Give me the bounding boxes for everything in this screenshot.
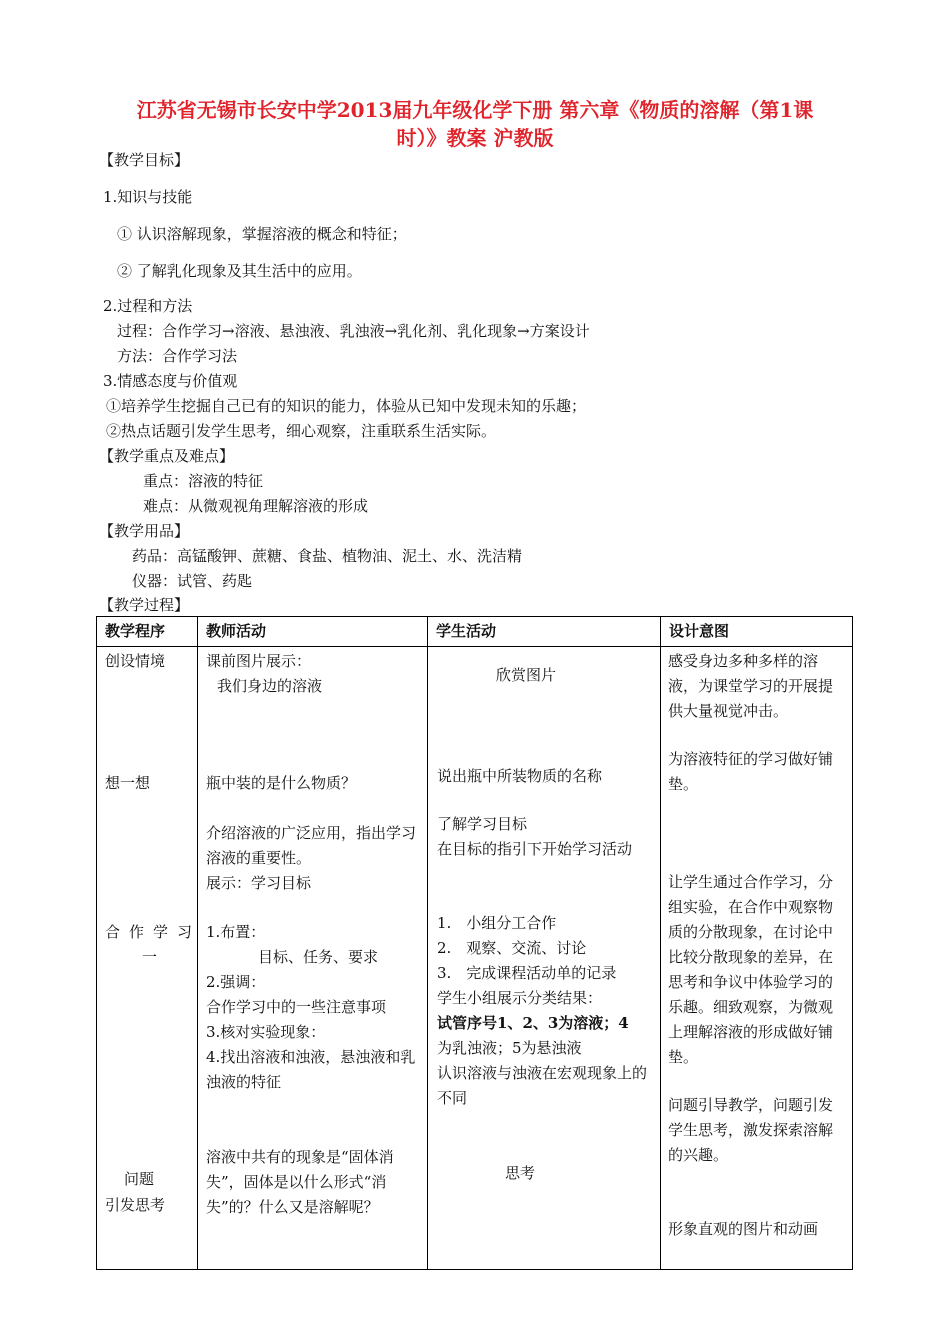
teacher-text: 介绍溶液的广泛应用，指出学习溶液的重要性。 [206, 824, 417, 867]
document-title [96, 96, 854, 152]
student-text: 试管序号1、2、3为溶液；4 [437, 1014, 629, 1032]
student-text: 说出瓶中所装物质的名称 [437, 767, 603, 785]
student-text: 为乳浊液；5为悬浊液 [437, 1039, 582, 1057]
process-section-heading: 【教学过程】 [99, 596, 190, 614]
intent-text: 为溶液特征的学习做好铺垫。 [668, 750, 834, 793]
procedure-cell [97, 647, 202, 1270]
student-text: 思考 [505, 1164, 536, 1182]
column-header-teacher: 教师活动 [198, 617, 428, 647]
method-line: 方法：合作学习法 [117, 347, 238, 365]
title-line-1: 江苏省无锡市长安中学2013届九年级化学下册 第六章《物质的溶解（第1课 [136, 98, 814, 122]
procedure-step-4-sub: 引发思考 [105, 1196, 166, 1214]
teacher-text: 课前图片展示： [206, 652, 312, 670]
student-text: 3. 完成课程活动单的记录 [437, 964, 617, 982]
teacher-text: 溶液中共有的现象是“固体消失”，固体是以什么形式“消失”的？什么又是溶解呢？ [206, 1148, 394, 1216]
design-intent-cell [661, 647, 853, 1270]
procedure-step-2: 想一想 [105, 774, 151, 792]
procedure-step-3-suffix: 一 [142, 948, 158, 966]
teacher-text: 4.找出溶液和浊液，悬浊液和乳浊液的特征 [206, 1048, 416, 1091]
emotion-item-1: ①培养学生挖掘自己已有的知识的能力，体验从已知中发现未知的乐趣； [106, 397, 587, 415]
student-text: 2. 观察、交流、讨论 [437, 939, 587, 957]
teacher-text: 1.布置： [206, 923, 266, 941]
intent-text: 感受身边多种多样的溶液，为课堂学习的开展提供大量视觉冲击。 [668, 652, 834, 720]
title-line-2: 时）》教案 沪教版 [396, 126, 554, 150]
intent-text: 让学生通过合作学习，分组实验，在合作中观察物质的分散现象，在讨论中比较分散现象的差异，在思考和争议中体验学习的乐趣。细致观察，为微观上理解溶液的形成做好铺垫。 [668, 873, 834, 1066]
student-text: 欣赏图片 [496, 666, 557, 684]
materials-instruments: 仪器：试管、药匙 [132, 572, 253, 590]
student-text: 认识溶液与浊液在宏观现象上的不同 [437, 1064, 648, 1107]
key-point-difficulty: 难点：从微观视角理解溶液的形成 [143, 497, 369, 515]
student-text: 了解学习目标 [437, 815, 528, 833]
key-point-focus: 重点：溶液的特征 [143, 472, 264, 490]
emotion-item-2: ②热点话题引发学生思考，细心观察，注重联系生活实际。 [106, 422, 497, 440]
teacher-text: 瓶中装的是什么物质？ [206, 774, 357, 792]
intent-text: 形象直观的图片和动画 [668, 1220, 819, 1238]
teacher-text: 展示：学习目标 [206, 874, 312, 892]
intent-text: 问题引导教学，问题引发学生思考，激发探索溶解的兴趣。 [668, 1096, 834, 1164]
student-text: 学生小组展示分类结果： [437, 989, 603, 1007]
process-line: 过程：合作学习→溶液、悬浊液、乳浊液→乳化剂、乳化现象→方案设计 [117, 322, 590, 340]
teacher-text: 2.强调： [206, 973, 266, 991]
teacher-text: 目标、任务、要求 [258, 948, 379, 966]
student-text: 1. 小组分工合作 [437, 914, 557, 932]
knowledge-item-2: ② 了解乳化现象及其生活中的应用。 [117, 262, 362, 280]
key-points-heading: 【教学重点及难点】 [99, 447, 235, 465]
materials-heading: 【教学用品】 [99, 522, 190, 540]
procedure-step-1: 创设情境 [105, 652, 166, 670]
emotion-heading: 3.情感态度与价值观 [103, 372, 238, 390]
procedure-step-4: 问题 [124, 1170, 155, 1188]
objectives-heading: 【教学目标】 [99, 151, 190, 169]
teaching-process-table [96, 616, 853, 1270]
materials-drugs: 药品：高锰酸钾、蔗糖、食盐、植物油、泥土、水、洗洁精 [132, 547, 523, 565]
teacher-text: 我们身边的溶液 [217, 677, 323, 695]
student-activity-cell [428, 647, 661, 1270]
teacher-text: 3.核对实验现象： [206, 1023, 326, 1041]
table-header-row [97, 617, 853, 647]
table-row [97, 647, 853, 1270]
procedure-step-3: 合作学习 [105, 923, 202, 941]
teacher-text: 合作学习中的一些注意事项 [206, 998, 387, 1016]
column-header-intent: 设计意图 [661, 617, 853, 647]
teacher-activity-cell [198, 647, 428, 1270]
knowledge-item-1: ① 认识溶解现象，掌握溶液的概念和特征； [117, 225, 407, 243]
student-text: 在目标的指引下开始学习活动 [437, 840, 633, 858]
knowledge-heading: 1.知识与技能 [103, 188, 193, 206]
column-header-procedure: 教学程序 [97, 617, 198, 647]
process-heading: 2.过程和方法 [103, 297, 193, 315]
column-header-student: 学生活动 [428, 617, 661, 647]
